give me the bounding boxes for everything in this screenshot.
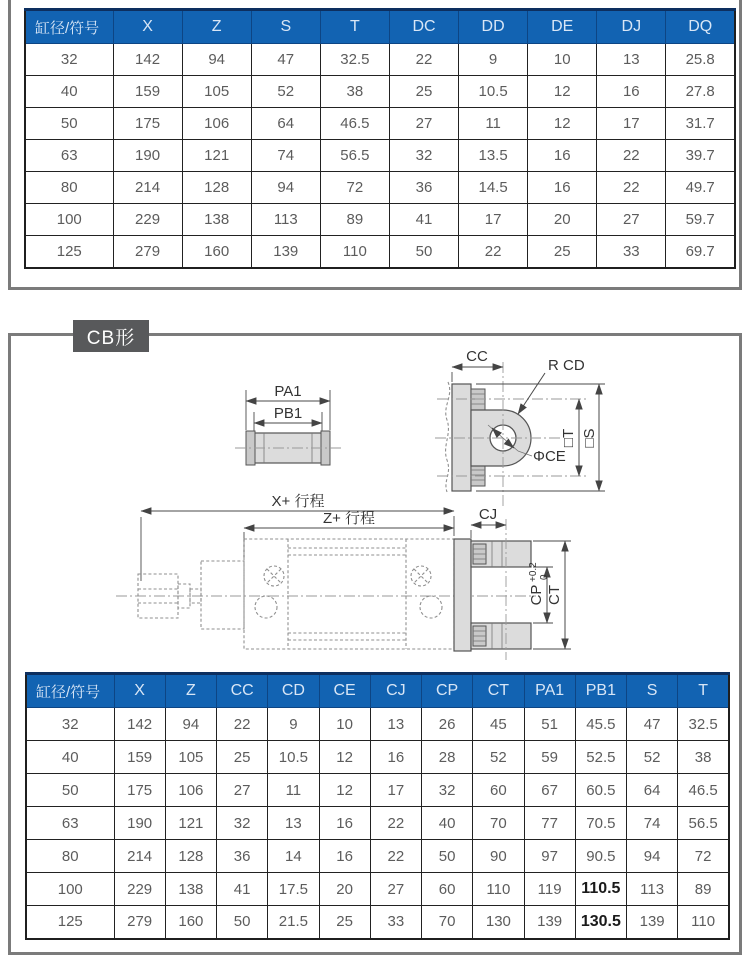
table-cell: 32 [422, 774, 473, 807]
table-row [26, 708, 729, 741]
table-cell: 33 [597, 236, 666, 268]
table-cell: 27.8 [666, 76, 735, 108]
table-cell: 139 [524, 906, 575, 939]
table-cell: 22 [597, 172, 666, 204]
dim-label-cj: CJ [478, 506, 498, 523]
table-cell: 80 [25, 172, 113, 204]
table-cell: 190 [113, 140, 182, 172]
column-header: CC [217, 674, 268, 708]
table-cell: 229 [114, 873, 165, 906]
table-row [26, 873, 729, 906]
table-cell: 142 [114, 708, 165, 741]
dim-label-cc: CC [466, 348, 488, 365]
table-cell: 12 [528, 76, 597, 108]
table-cell: 16 [370, 741, 421, 774]
table-cell: 175 [113, 108, 182, 140]
table-cell: 60 [422, 873, 473, 906]
column-header: DQ [666, 10, 735, 44]
table-cell: 17 [459, 204, 528, 236]
table-cell: 13 [597, 44, 666, 76]
table-cell: 121 [182, 140, 251, 172]
table-cell: 119 [524, 873, 575, 906]
table-row [25, 204, 735, 236]
table-cell: 47 [627, 708, 678, 741]
table-cell: 40 [422, 807, 473, 840]
table-cell: 22 [389, 44, 458, 76]
table-cell: 10.5 [459, 76, 528, 108]
table-cell: 56.5 [320, 140, 389, 172]
table-cell: 25 [319, 906, 370, 939]
dim-label-phi-ce: ΦCE [533, 448, 566, 465]
column-header: 缸径/符号 [26, 674, 114, 708]
table-cell: 94 [627, 840, 678, 873]
column-header: DC [389, 10, 458, 44]
table-cell: 46.5 [320, 108, 389, 140]
dimension-table-cb [25, 672, 730, 940]
table-cell: 32 [217, 807, 268, 840]
column-header: CE [319, 674, 370, 708]
table-row [25, 44, 735, 76]
table-cell: 28 [422, 741, 473, 774]
table-cell: 138 [165, 873, 216, 906]
table-cell: 25 [528, 236, 597, 268]
table-cell: 21.5 [268, 906, 319, 939]
table-cell: 10.5 [268, 741, 319, 774]
column-header: Z [165, 674, 216, 708]
dim-label-s-square: □S [581, 428, 598, 448]
column-header: DE [528, 10, 597, 44]
table-cell: 27 [389, 108, 458, 140]
table-cell: 50 [389, 236, 458, 268]
table-row [26, 774, 729, 807]
table-cell: 38 [320, 76, 389, 108]
table-cell: 32.5 [678, 708, 729, 741]
table-cell: 51 [524, 708, 575, 741]
table-cell: 22 [597, 140, 666, 172]
table-cell: 72 [320, 172, 389, 204]
table-cell: 106 [182, 108, 251, 140]
table-cell: 52 [627, 741, 678, 774]
column-header: S [627, 674, 678, 708]
table-cell: 22 [370, 840, 421, 873]
table-cell: 20 [528, 204, 597, 236]
table-cell: 10 [319, 708, 370, 741]
cb-type-technical-drawing [21, 344, 721, 666]
table-cell: 110 [320, 236, 389, 268]
table-cell: 22 [217, 708, 268, 741]
table-cell: 20 [319, 873, 370, 906]
table-cell: 94 [182, 44, 251, 76]
table-cell: 25 [217, 741, 268, 774]
table-cell: 32 [389, 140, 458, 172]
table-cell: 50 [422, 840, 473, 873]
table-cell: 94 [251, 172, 320, 204]
table-cell: 121 [165, 807, 216, 840]
table-cell: 14.5 [459, 172, 528, 204]
table-cell: 39.7 [666, 140, 735, 172]
table-cell: 70 [473, 807, 524, 840]
table-cell: 74 [251, 140, 320, 172]
table-cell: 33 [370, 906, 421, 939]
table-cell: 175 [114, 774, 165, 807]
table-cell: 17 [370, 774, 421, 807]
table-cell: 47 [251, 44, 320, 76]
table-cell: 16 [528, 140, 597, 172]
table-cell: 100 [26, 873, 114, 906]
table-cell: 125 [26, 906, 114, 939]
table-cell: 16 [528, 172, 597, 204]
table-cell: 38 [678, 741, 729, 774]
table-cell: 22 [370, 807, 421, 840]
table-cell: 31.7 [666, 108, 735, 140]
table-cell: 70 [422, 906, 473, 939]
table-cell: 26 [422, 708, 473, 741]
table-cell: 25 [389, 76, 458, 108]
table-cell: 14 [268, 840, 319, 873]
column-header: PA1 [524, 674, 575, 708]
table-cell: 59 [524, 741, 575, 774]
table-cell: 50 [217, 906, 268, 939]
table-row [25, 236, 735, 268]
table-cell: 12 [528, 108, 597, 140]
cb-type-label: CB形 [73, 320, 149, 352]
column-header: CJ [370, 674, 421, 708]
table-cell: 125 [25, 236, 113, 268]
table-cell: 36 [217, 840, 268, 873]
dim-label-cp-tol-lower: 0 [539, 574, 550, 580]
table-cell: 41 [389, 204, 458, 236]
table-cell: 46.5 [678, 774, 729, 807]
table-cell: 13.5 [459, 140, 528, 172]
table-cell: 56.5 [678, 807, 729, 840]
table-cell: 32.5 [320, 44, 389, 76]
table-cell: 50 [25, 108, 113, 140]
column-header: Z [182, 10, 251, 44]
table-cell: 64 [627, 774, 678, 807]
header-row [25, 10, 735, 44]
table-cell: 13 [268, 807, 319, 840]
table-cell: 32 [25, 44, 113, 76]
column-header: DD [459, 10, 528, 44]
table-cell: 214 [114, 840, 165, 873]
table-cell: 97 [524, 840, 575, 873]
table-cell: 77 [524, 807, 575, 840]
table-cell: 12 [319, 741, 370, 774]
column-header: CT [473, 674, 524, 708]
table-cell: 52 [251, 76, 320, 108]
column-header: DJ [597, 10, 666, 44]
table-row [25, 108, 735, 140]
table-cell: 106 [165, 774, 216, 807]
table-cell: 45.5 [575, 708, 626, 741]
dim-label-pa1: PA1 [274, 383, 302, 400]
table-cell: 139 [251, 236, 320, 268]
table-cell: 90.5 [575, 840, 626, 873]
table-cell: 160 [165, 906, 216, 939]
column-header: 缸径/符号 [25, 10, 113, 44]
table-cell: 16 [319, 807, 370, 840]
dim-label-x-stroke: X+ 行程 [271, 493, 325, 510]
column-header: CD [268, 674, 319, 708]
header-row [26, 674, 729, 708]
table-cell: 10 [528, 44, 597, 76]
dimension-table-top [24, 8, 736, 269]
table-cell: 160 [182, 236, 251, 268]
column-header: T [320, 10, 389, 44]
dim-label-t-square: □T [560, 428, 577, 448]
table-cell: 36 [389, 172, 458, 204]
table-cell: 45 [473, 708, 524, 741]
table-cell: 40 [26, 741, 114, 774]
table-cell: 89 [678, 873, 729, 906]
clevis-end-view [435, 348, 605, 506]
table-cell: 159 [114, 741, 165, 774]
table-cell: 59.7 [666, 204, 735, 236]
column-header: PB1 [575, 674, 626, 708]
table-cell: 40 [25, 76, 113, 108]
table-cell: 128 [182, 172, 251, 204]
table-row [25, 172, 735, 204]
column-header: X [114, 674, 165, 708]
table-cell: 17.5 [268, 873, 319, 906]
dim-label-r-cd: R CD [548, 357, 585, 374]
table-cell: 130.5 [575, 906, 626, 939]
table-cell: 214 [113, 172, 182, 204]
table-cell: 32 [26, 708, 114, 741]
table-cell: 13 [370, 708, 421, 741]
table-cell: 64 [251, 108, 320, 140]
table-cell: 110 [473, 873, 524, 906]
dimension-table-section-1 [8, 0, 742, 290]
column-header: CP [422, 674, 473, 708]
table-cell: 128 [165, 840, 216, 873]
table-cell: 110 [678, 906, 729, 939]
table-cell: 89 [320, 204, 389, 236]
table-cell: 50 [26, 774, 114, 807]
table-cell: 139 [627, 906, 678, 939]
dim-label-pb1: PB1 [273, 405, 303, 422]
table-cell: 16 [319, 840, 370, 873]
table-cell: 105 [165, 741, 216, 774]
table-cell: 17 [597, 108, 666, 140]
table-cell: 12 [319, 774, 370, 807]
table-cell: 142 [113, 44, 182, 76]
table-cell: 74 [627, 807, 678, 840]
table-cell: 16 [597, 76, 666, 108]
table-cell: 279 [113, 236, 182, 268]
table-cell: 9 [268, 708, 319, 741]
table-cell: 94 [165, 708, 216, 741]
table-cell: 80 [26, 840, 114, 873]
stroke-dimensions [141, 493, 454, 581]
column-header: X [113, 10, 182, 44]
table-row [26, 741, 729, 774]
table-cell: 27 [597, 204, 666, 236]
table-cell: 72 [678, 840, 729, 873]
table-cell: 67 [524, 774, 575, 807]
table-cell: 49.7 [666, 172, 735, 204]
table-row [26, 840, 729, 873]
table-cell: 113 [251, 204, 320, 236]
table-cell: 69.7 [666, 236, 735, 268]
table-row [26, 807, 729, 840]
table-cell: 9 [459, 44, 528, 76]
table-cell: 60 [473, 774, 524, 807]
table-row [26, 906, 729, 939]
table-cell: 63 [25, 140, 113, 172]
table-cell: 27 [217, 774, 268, 807]
table-cell: 100 [25, 204, 113, 236]
column-header: S [251, 10, 320, 44]
dim-label-ct: CT [546, 585, 563, 605]
table-cell: 11 [268, 774, 319, 807]
table-cell: 279 [114, 906, 165, 939]
table-cell: 27 [370, 873, 421, 906]
table-cell: 52 [473, 741, 524, 774]
cb-type-section [8, 327, 742, 955]
table-cell: 138 [182, 204, 251, 236]
dim-label-cp-tol-upper: +0.2 [528, 562, 539, 582]
table-cell: 11 [459, 108, 528, 140]
table-cell: 25.8 [666, 44, 735, 76]
svg-text:CP: CP [528, 584, 545, 606]
table-cell: 130 [473, 906, 524, 939]
table-cell: 63 [26, 807, 114, 840]
table-row [25, 140, 735, 172]
table-cell: 22 [459, 236, 528, 268]
table-cell: 70.5 [575, 807, 626, 840]
clevis-front-view [454, 506, 571, 660]
dim-label-z-stroke: Z+ 行程 [322, 510, 376, 527]
pivot-pin-detail-view [235, 383, 341, 465]
table-cell: 159 [113, 76, 182, 108]
column-header: T [678, 674, 729, 708]
table-cell: 110.5 [575, 873, 626, 906]
table-cell: 41 [217, 873, 268, 906]
table-cell: 190 [114, 807, 165, 840]
table-cell: 60.5 [575, 774, 626, 807]
table-cell: 90 [473, 840, 524, 873]
table-cell: 105 [182, 76, 251, 108]
table-cell: 229 [113, 204, 182, 236]
table-cell: 52.5 [575, 741, 626, 774]
table-row [25, 76, 735, 108]
table-cell: 113 [627, 873, 678, 906]
